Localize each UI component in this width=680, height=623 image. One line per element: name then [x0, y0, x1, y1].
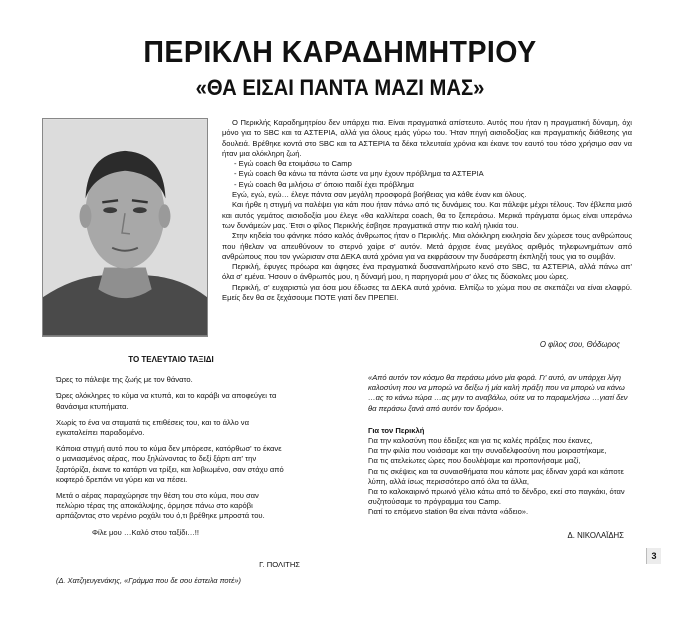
poem-column: [56, 355, 286, 544]
intro-paragraph: Ο Περικλής Καραδημητρίου δεν υπάρχει πια. Είναι πραγματικά απίστευτο. Αυτός που ήταν η πραγματική δύναμη, όχι μόνο για το SBC και τα ΑΣΤΕΡΙΑ, αλλά για όλους εμάς γύρω του. Ήταν πηγή αισιοδοξίας και πραγματικής διάθεσης για δουλειά. Βρέθηκε κοντά στο SBC και τα ΑΣΤΕΡΙΑ τα δέκα τελευταία χρόνια και έκανε τον εαυτό του τόσο χρήσιμο σαν να ήταν μια ολόκληρη ζωή.: [222, 118, 632, 158]
page-number: 3: [646, 548, 661, 564]
poem-stanza: Ώρες το πάλεψε της ζωής με τον θάνατο.: [56, 375, 193, 385]
portrait-photo: [42, 118, 208, 337]
tribute-column: [368, 373, 630, 518]
tribute-line: Γιατί το επόμενο station θα είναι πάντα «άδειο».: [368, 507, 529, 517]
page-subtitle: «ΘΑ ΕΙΣΑΙ ΠΑΝΤΑ ΜΑΖΙ ΜΑΣ»: [195, 75, 485, 100]
intro-paragraph: Περικλή, σ' ευχαριστώ για όσα μου έδωσες τα ΔΕΚΑ αυτά χρόνια. Ελπίζω το χώμα που σε σκεπάζει να είναι ελαφρύ. Εμείς δεν θα σε ξεχάσουμε ΠΟΤΕ γιατί δεν ΠΡΕΠΕΙ.: [222, 282, 632, 303]
intro-paragraph: Στην κηδεία του φάνηκε πόσο καλός άνθρωπος ήταν ο Περικλής. Μια ολόκληρη εκκλησία δεν χώρεσε τους ανθρώπους που ήθελαν να απευθύνουν το στερνό χαίρε σ' αυτόν. Μετά άρχισε ένας μεγάλος αριθμός τηλεφωνημάτων από ανθρώπους που τον γνώρισαν στα ΔΕΚΑ αυτά χρόνια για να εκφράσουν την δυσάρεστη έκπληξή τους για το συμβάν.: [222, 231, 632, 261]
poem-footnote: (Δ. Χατζηευγενάκης, «Γράμμα που δε σου έστειλα ποτέ»): [56, 576, 242, 585]
tribute-line: Για τις ατελείωτες ώρες που δουλέψαμε και προπονήσαμε μαζί,: [368, 456, 581, 466]
intro-quote-line: - Εγώ coach θα κάνω τα πάντα ώστε να μην έχουν πρόβλημα τα ΑΣΤΕΡΙΑ: [234, 169, 484, 179]
page-title: ΠΕΡΙΚΛΗ ΚΑΡΑΔΗΜΗΤΡΙΟΥ: [143, 34, 537, 69]
intro-text: [222, 118, 632, 303]
intro-paragraph: Περικλή, έφυγες πρόωρα και άφησες ένα πραγματικά δυσαναπλήρωτο κενό στο SBC, τα ΑΣΤΕΡΙΑ, αλλά πάνω απ' όλα σ' εμένα. Ήσουν ο άνθρωπός μου, η δύναμή μου, η παρηγοριά μου σ' όλες τις δύσκολες μου ώρες.: [222, 262, 632, 282]
intro-quote-line: - Εγώ coach θα μιλήσω σ' όποιο παιδί έχει πρόβλημα: [234, 179, 414, 189]
poem-stanza: Κάποια στιγμή αυτό που το κύμα δεν μπόρεσε, κατόρθωσ' το έκανε ο μανιασμένος αέρας, που ξηλώνοντας το δεξί ξάρτι απ' την ξαρτόρίζα, έκανε το κατάρτι να τρίξει, και λοβιωμένο, σαν στάχυ από κοφτερό δρεπάνι να γύρει και να πέσει.: [56, 444, 284, 484]
intro-signature: Ο φίλος σου, Θόδωρος: [539, 340, 620, 349]
tribute-line: Για την φιλία που νοιάσαμε και την συναδελφοσύνη που μοιραστήκαμε,: [368, 446, 607, 456]
tribute-line: Για την καλοσύνη που έδειξες και για τις καλές πράξεις που έκανες,: [368, 436, 593, 446]
tribute-line: Για το καλοκαιρινό πρωινό γέλιο κάτω από το δένδρο, εκεί στο παγκάκι, όταν συζητούσαμε το πρόγραμμα του Camp.: [368, 487, 625, 507]
intro-paragraph: Εγώ, εγώ, εγώ… έλεγε πάντα σαν μεγάλη προσφορά βοήθειας για κάθε έναν και όλους.: [232, 190, 527, 200]
poem-title: ΤΟ ΤΕΛΕΥΤΑΙΟ ΤΑΞΙΔΙ: [128, 355, 214, 364]
poem-stanza: Μετά ο αέρας παραχώρησε την θέση του στο κύμα, που σαν πελώριο τέρας της αποκάλυψης, όρμησε πάνω στο καρόβι αρπάζοντας στο νερένιο ροχάλι του ό,τι βρέθηκε μπροστά του.: [56, 491, 265, 521]
tribute-line: Για τις σκέψεις και τα συναισθήματα που κάποτε μας έδιναν χαρά και κάποτε λύπη, αλλά ίσως περισσότερο από όλα τα άλλα,: [368, 466, 624, 486]
tribute-signature: Δ. ΝΙΚΟΛΑΪΔΗΣ: [567, 531, 624, 540]
intro-quote-line: - Εγώ coach θα ετοιμάσω το Camp: [234, 159, 352, 169]
poem-stanza: Ώρες ολόκληρες το κύμα να κτυπά, και το καράβι να αποφεύγει τα θανάσιμα κτυπήματα.: [56, 391, 277, 411]
poem-stanza: Χωρίς το ένα να σταματά τις επιθέσεις του, και το άλλο να εγκαταλείπει παραδομένο.: [56, 417, 249, 438]
portrait-illustration: [43, 119, 207, 336]
tribute-quote: «Από αυτόν τον κόσμο θα περάσω μόνο μία φορά. Γι' αυτό, αν υπάρχει λίγη καλοσύνη που να μπορώ να δείξω ή μία καλή πράξη που να μπορώ να κάνω …ας το κάνω τώρα …ας μην το αναβάλω, ούτε να το παραμελήσω …γιατί δεν θα περάσω ξανά από αυτόν τον δρόμο».: [368, 373, 628, 413]
poem-stanza: Φίλε μου …Καλό στου ταξίδι…!!: [92, 527, 200, 537]
tribute-title: Για τον Περικλή: [368, 425, 425, 435]
poem-signature: Γ. ΠΟΛΙΤΗΣ: [259, 560, 300, 569]
intro-paragraph: Και ήρθε η στιγμή να παλέψει για κάτι που ήταν πάνω από τις δυνάμεις του. Και πάλεψε μέχρι τέλους. Τον έβλεπα μισό και αυτός γεμάτος αισιοδοξία μου έλεγε «θα καλλίτερα coach, θα το ξεπεράσω. Μερικά πράγματα όμως είναι υπεράνω των δυνάμεών μας. Έτσι ο φίλος Περικλής έσβησε πραγματικά στην πιο καλή ηλικία του.: [222, 200, 632, 230]
